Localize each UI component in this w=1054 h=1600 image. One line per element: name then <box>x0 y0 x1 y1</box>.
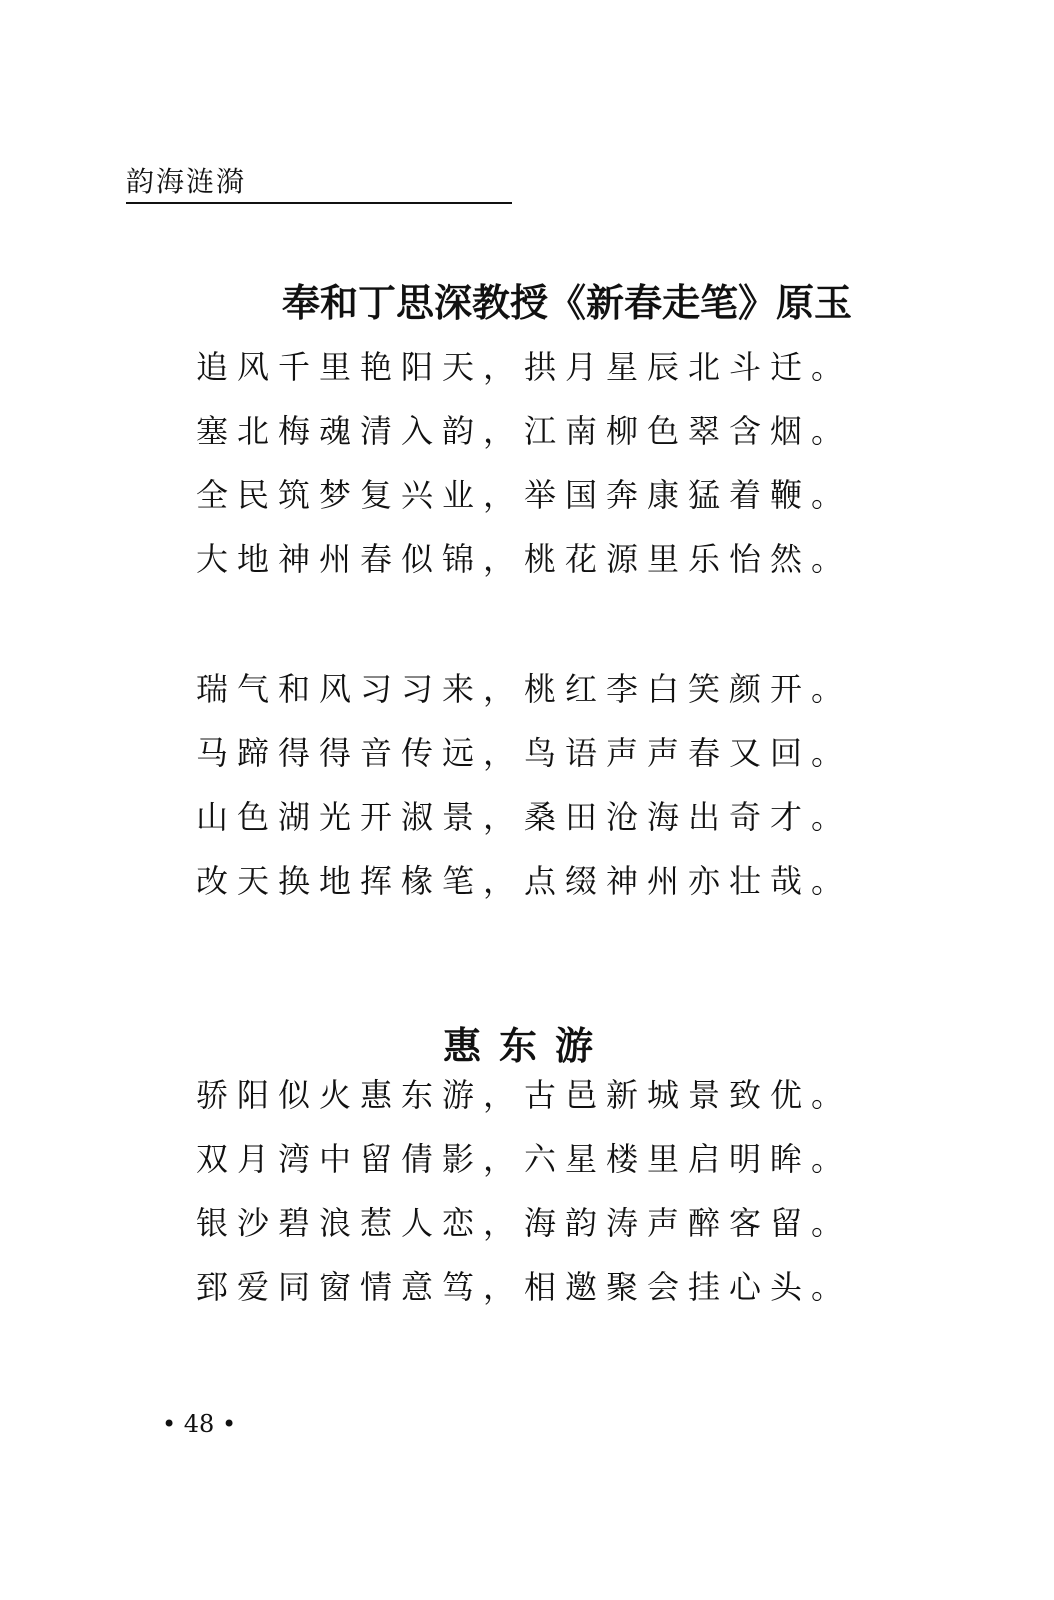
verse-line: 追风千里艳阳天，拱月星辰北斗迁。 <box>196 348 853 386</box>
running-head: 韵海涟漪 <box>126 165 247 198</box>
poem-title: 奉和丁思深教授《新春走笔》原玉 <box>281 280 852 325</box>
verse-line: 全民筑梦复兴业，举国奔康猛着鞭。 <box>196 476 853 514</box>
verse-line: 骄阳似火惠东游，古邑新城景致优。 <box>196 1076 853 1114</box>
page-number: • 48 • <box>162 1410 237 1438</box>
verse-line: 改天换地挥椽笔，点缀神州亦壮哉。 <box>196 862 853 900</box>
verse-line: 郅爱同窗情意笃，相邀聚会挂心头。 <box>196 1268 853 1306</box>
verse-line: 银沙碧浪惹人恋，海韵涛声醉客留。 <box>196 1204 853 1242</box>
verse-line: 山色湖光开淑景，桑田沧海出奇才。 <box>196 798 853 836</box>
verse-line: 瑞气和风习习来，桃红李白笑颜开。 <box>196 670 853 708</box>
verse-line: 塞北梅魂清入韵，江南柳色翠含烟。 <box>196 412 853 450</box>
verse-line: 马蹄得得音传远，鸟语声声春又回。 <box>196 734 853 772</box>
running-head-rule <box>126 202 512 204</box>
poem-title: 惠东游 <box>442 1023 611 1068</box>
verse-line: 双月湾中留倩影，六星楼里启明眸。 <box>196 1140 853 1178</box>
verse-line: 大地神州春似锦，桃花源里乐怡然。 <box>196 540 853 578</box>
